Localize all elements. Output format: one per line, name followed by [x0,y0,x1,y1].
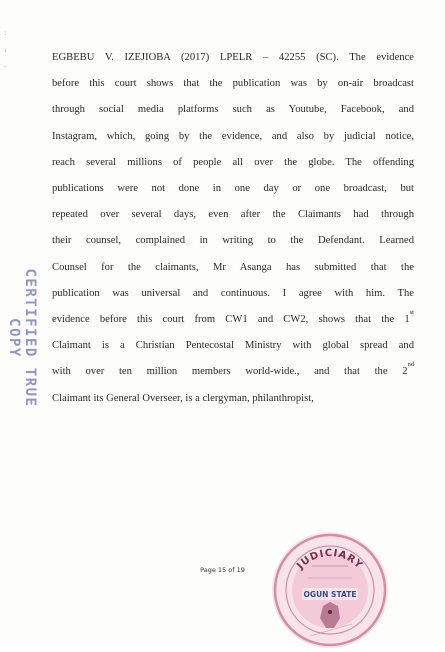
text-line: their counsel, complained in writing to the Defendant. Learned [52,235,414,247]
superscript: st [409,309,414,317]
judgment-text [52,45,414,412]
text-line: publications were not done in one day or one broadcast, but [52,183,414,195]
superscript: nd [407,361,414,369]
text-line [52,307,414,333]
text-line: EGBEBU V. IZEJIOBA (2017) LPELR – 42255 (SC). The evidence [52,52,414,63]
certified-true-copy-stamp: CERTIFIED TRUE COPY [6,268,38,408]
text-line: repeated over several days, even after the Claimants had through [52,209,414,221]
text-line: before this court shows that the publication was by on-air broadcast [52,78,414,90]
judiciary-seal [268,528,392,652]
margin-mark: ‹ [4,47,7,55]
seal-top-text: JUDICIARY [295,547,365,572]
text-line: through social media platforms such as Youtube, Facebook, and [52,104,414,116]
seal-bottom-text: OGUN STATE [303,590,357,599]
margin-mark: : [4,29,7,37]
text-line: Counsel for the claimants, Mr Asanga has submitted that the [52,261,414,273]
text-line: Instagram, which, going by the evidence, and also by judicial notice, [52,130,414,142]
text-line: reach several millions of people all over the globe. The offending [52,156,414,168]
text-line: Claimant its General Overseer, is a clergyman, philanthropist, [52,392,314,404]
text-segment: with over ten million members world-wide., and that the 2 [52,366,408,378]
page-number: Page 15 of 19 [200,566,245,574]
text-line [52,359,414,385]
margin-mark: - [4,63,7,71]
text-line: publication was universal and continuous. I agree with him. The [52,287,414,299]
text-line: Claimant is a Christian Pentecostal Ministry with global spread and [52,340,414,352]
text-segment: evidence before this court from CW1 and CW2, shows that the 1 [52,314,410,326]
